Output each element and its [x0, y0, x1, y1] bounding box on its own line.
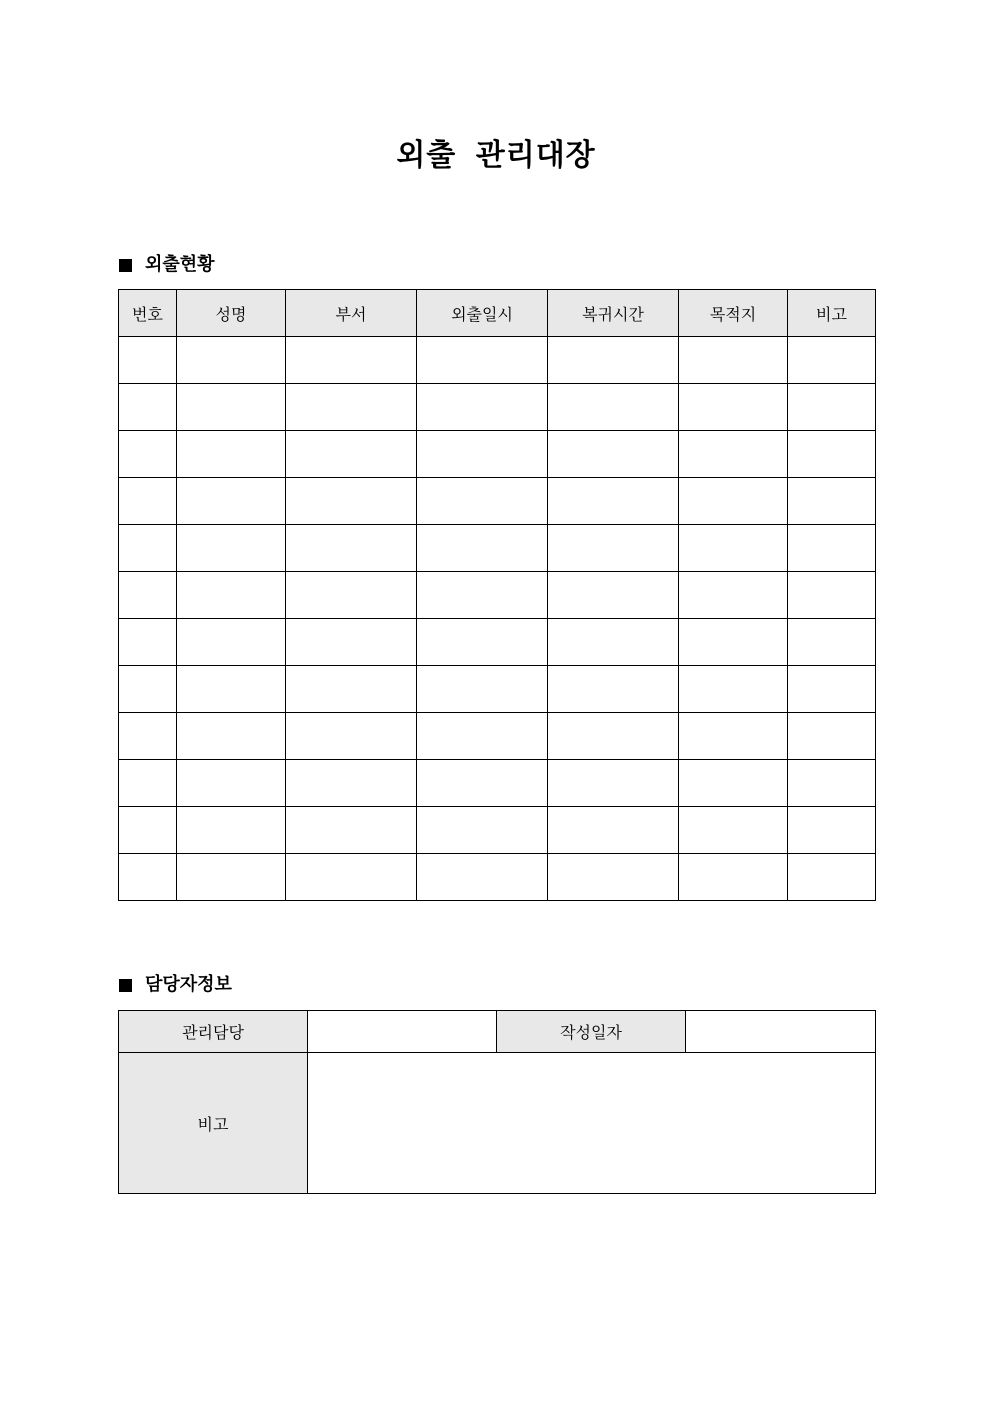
cell-department[interactable]	[286, 478, 417, 525]
cell-remarks[interactable]	[788, 337, 876, 384]
cell-return-time[interactable]	[548, 478, 679, 525]
cell-destination[interactable]	[679, 619, 788, 666]
manager-label: 관리담당	[119, 1011, 308, 1053]
cell-return-time[interactable]	[548, 572, 679, 619]
cell-remarks[interactable]	[788, 713, 876, 760]
cell-department[interactable]	[286, 384, 417, 431]
section-heading-manager-info	[119, 973, 232, 997]
cell-return-time[interactable]	[548, 666, 679, 713]
cell-department[interactable]	[286, 854, 417, 901]
cell-number[interactable]	[119, 713, 177, 760]
column-header-destination: 목적지	[679, 290, 788, 337]
cell-department[interactable]	[286, 619, 417, 666]
cell-number[interactable]	[119, 854, 177, 901]
cell-number[interactable]	[119, 478, 177, 525]
column-header-department: 부서	[286, 290, 417, 337]
table-row	[119, 525, 876, 572]
cell-outing-datetime[interactable]	[417, 807, 548, 854]
cell-name[interactable]	[177, 807, 286, 854]
column-header-outing-datetime: 외출일시	[417, 290, 548, 337]
remarks-row	[119, 1053, 876, 1194]
cell-return-time[interactable]	[548, 337, 679, 384]
cell-department[interactable]	[286, 572, 417, 619]
cell-outing-datetime[interactable]	[417, 337, 548, 384]
cell-name[interactable]	[177, 431, 286, 478]
section-heading-label: 담당자정보	[145, 974, 232, 995]
date-field[interactable]	[686, 1011, 876, 1053]
cell-name[interactable]	[177, 384, 286, 431]
table-row	[119, 337, 876, 384]
cell-destination[interactable]	[679, 807, 788, 854]
table-row	[119, 666, 876, 713]
table-row	[119, 572, 876, 619]
cell-remarks[interactable]	[788, 807, 876, 854]
cell-name[interactable]	[177, 666, 286, 713]
cell-outing-datetime[interactable]	[417, 478, 548, 525]
square-bullet-icon	[119, 979, 132, 992]
cell-outing-datetime[interactable]	[417, 760, 548, 807]
table-row	[119, 478, 876, 525]
column-header-name: 성명	[177, 290, 286, 337]
cell-destination[interactable]	[679, 713, 788, 760]
cell-outing-datetime[interactable]	[417, 666, 548, 713]
table-row	[119, 854, 876, 901]
cell-destination[interactable]	[679, 384, 788, 431]
cell-return-time[interactable]	[548, 760, 679, 807]
cell-department[interactable]	[286, 666, 417, 713]
cell-outing-datetime[interactable]	[417, 619, 548, 666]
cell-number[interactable]	[119, 619, 177, 666]
cell-return-time[interactable]	[548, 384, 679, 431]
cell-destination[interactable]	[679, 525, 788, 572]
cell-department[interactable]	[286, 713, 417, 760]
cell-name[interactable]	[177, 760, 286, 807]
cell-return-time[interactable]	[548, 713, 679, 760]
page-title: 외출 관리대장	[396, 138, 596, 173]
cell-destination[interactable]	[679, 337, 788, 384]
manager-info-row	[119, 1011, 876, 1053]
cell-destination[interactable]	[679, 572, 788, 619]
cell-return-time[interactable]	[548, 807, 679, 854]
cell-number[interactable]	[119, 525, 177, 572]
cell-return-time[interactable]	[548, 431, 679, 478]
cell-remarks[interactable]	[788, 431, 876, 478]
cell-department[interactable]	[286, 337, 417, 384]
cell-department[interactable]	[286, 807, 417, 854]
cell-outing-datetime[interactable]	[417, 854, 548, 901]
cell-number[interactable]	[119, 384, 177, 431]
cell-outing-datetime[interactable]	[417, 431, 548, 478]
cell-return-time[interactable]	[548, 525, 679, 572]
cell-remarks[interactable]	[788, 384, 876, 431]
cell-remarks[interactable]	[788, 854, 876, 901]
cell-return-time[interactable]	[548, 619, 679, 666]
section-heading-label: 외출현황	[145, 254, 215, 275]
cell-outing-datetime[interactable]	[417, 713, 548, 760]
cell-name[interactable]	[177, 854, 286, 901]
cell-name[interactable]	[177, 572, 286, 619]
cell-number[interactable]	[119, 431, 177, 478]
cell-outing-datetime[interactable]	[417, 572, 548, 619]
square-bullet-icon	[119, 259, 132, 272]
table-row	[119, 384, 876, 431]
cell-department[interactable]	[286, 760, 417, 807]
cell-name[interactable]	[177, 713, 286, 760]
table-row	[119, 619, 876, 666]
cell-remarks[interactable]	[788, 666, 876, 713]
cell-remarks[interactable]	[788, 478, 876, 525]
section-heading-outing-status	[119, 253, 215, 277]
table-row	[119, 431, 876, 478]
table-row	[119, 760, 876, 807]
remarks-label: 비고	[119, 1053, 308, 1194]
table-header-row	[119, 290, 876, 337]
column-header-remarks: 비고	[788, 290, 876, 337]
cell-name[interactable]	[177, 619, 286, 666]
cell-name[interactable]	[177, 525, 286, 572]
cell-destination[interactable]	[679, 666, 788, 713]
column-header-return-time: 복귀시간	[548, 290, 679, 337]
cell-name[interactable]	[177, 337, 286, 384]
remarks-field[interactable]	[308, 1053, 876, 1194]
cell-return-time[interactable]	[548, 854, 679, 901]
cell-remarks[interactable]	[788, 572, 876, 619]
cell-remarks[interactable]	[788, 760, 876, 807]
cell-number[interactable]	[119, 760, 177, 807]
outing-status-table	[118, 289, 876, 901]
manager-info-table	[118, 1010, 876, 1194]
cell-remarks[interactable]	[788, 525, 876, 572]
cell-number[interactable]	[119, 337, 177, 384]
cell-destination[interactable]	[679, 431, 788, 478]
cell-department[interactable]	[286, 431, 417, 478]
cell-name[interactable]	[177, 478, 286, 525]
cell-outing-datetime[interactable]	[417, 384, 548, 431]
cell-number[interactable]	[119, 572, 177, 619]
outing-table-body	[119, 337, 876, 901]
date-label: 작성일자	[497, 1011, 686, 1053]
cell-destination[interactable]	[679, 478, 788, 525]
cell-number[interactable]	[119, 666, 177, 713]
cell-remarks[interactable]	[788, 619, 876, 666]
cell-department[interactable]	[286, 525, 417, 572]
cell-destination[interactable]	[679, 760, 788, 807]
cell-destination[interactable]	[679, 854, 788, 901]
cell-number[interactable]	[119, 807, 177, 854]
table-row	[119, 713, 876, 760]
cell-outing-datetime[interactable]	[417, 525, 548, 572]
manager-field[interactable]	[308, 1011, 497, 1053]
column-header-number: 번호	[119, 290, 177, 337]
table-row	[119, 807, 876, 854]
